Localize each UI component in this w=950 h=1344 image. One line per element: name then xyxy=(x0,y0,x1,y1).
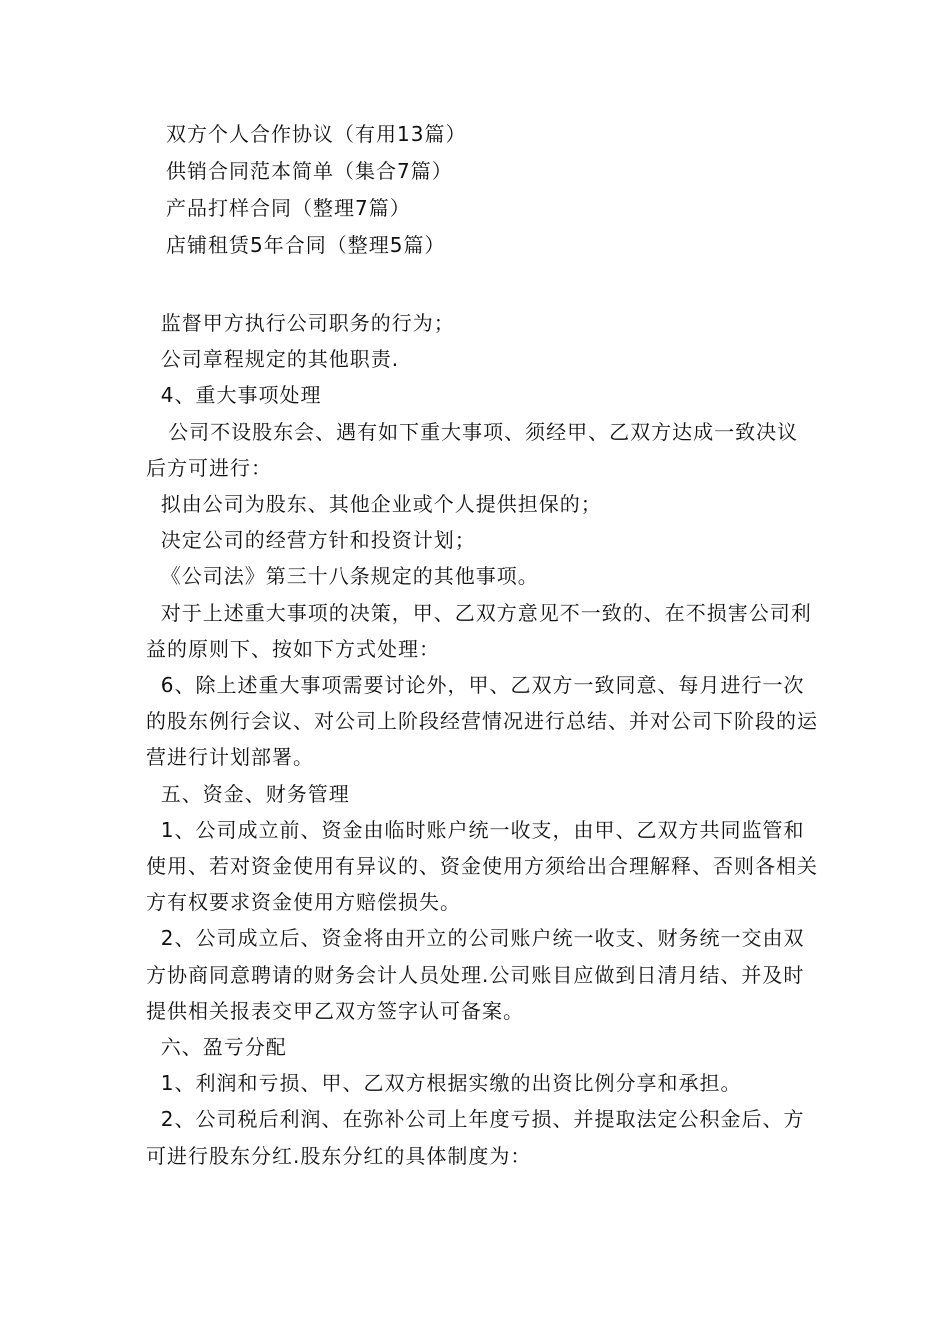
paragraph: 监督甲方执行公司职务的行为； xyxy=(146,311,455,335)
paragraph: 公司章程规定的其他职责. xyxy=(146,347,400,372)
document-body xyxy=(146,305,818,1174)
related-link[interactable]: 双方个人合作协议（有用13篇） xyxy=(166,122,467,146)
paragraph: 6、除上述重大事项需要讨论外，甲、乙双方一致同意、每月进行一次的股东例行会议、对公司上阶段经营情况进行总结、并对公司下阶段的运营进行计划部署。 xyxy=(146,673,818,770)
paragraph: 决定公司的经营方针和投资计划； xyxy=(146,528,476,553)
related-links-list xyxy=(146,116,826,264)
paragraph: 2、公司成立后、资金将由开立的公司账户统一收支、财务统一交由双方协商同意聘请的财务会计人员处理.公司账目应做到日清月结、并及时提供相关报表交甲乙双方签字认可备案。 xyxy=(146,926,805,1023)
paragraph: 《公司法》第三十八条规定的其他事项。 xyxy=(146,564,539,589)
paragraph: 对于上述重大事项的决策，甲、乙双方意见不一致的、在不损害公司利益的原则下、按如下方式处理： xyxy=(146,600,812,661)
related-link[interactable]: 供销合同范本简单（集合7篇） xyxy=(166,159,453,183)
paragraph: 拟由公司为股东、其他企业或个人提供担保的； xyxy=(146,492,602,517)
related-link[interactable]: 产品打样合同（整理7篇） xyxy=(166,196,411,220)
section-heading: 4、重大事项处理 xyxy=(146,383,322,408)
section-heading: 五、资金、财务管理 xyxy=(146,781,350,806)
section-heading: 六、盈亏分配 xyxy=(146,1035,287,1060)
paragraph: 1、利润和亏损、甲、乙双方根据实缴的出资比例分享和承担。 xyxy=(146,1071,742,1096)
paragraph: 2、公司税后利润、在弥补公司上年度亏损、并提取法定公积金后、方可进行股东分红.股东分红的具体制度为： xyxy=(146,1107,805,1168)
related-link[interactable]: 店铺租赁5年合同（整理5篇） xyxy=(166,233,446,257)
paragraph: 1、公司成立前、资金由临时账户统一收支，由甲、乙双方共同监管和使用、若对资金使用有异议的、资金使用方须给出合理解释、否则各相关方有权要求资金使用方赔偿损失。 xyxy=(146,817,818,915)
paragraph: 公司不设股东会、遇有如下重大事项、须经甲、乙双方达成一致决议后方可进行： xyxy=(146,419,799,480)
